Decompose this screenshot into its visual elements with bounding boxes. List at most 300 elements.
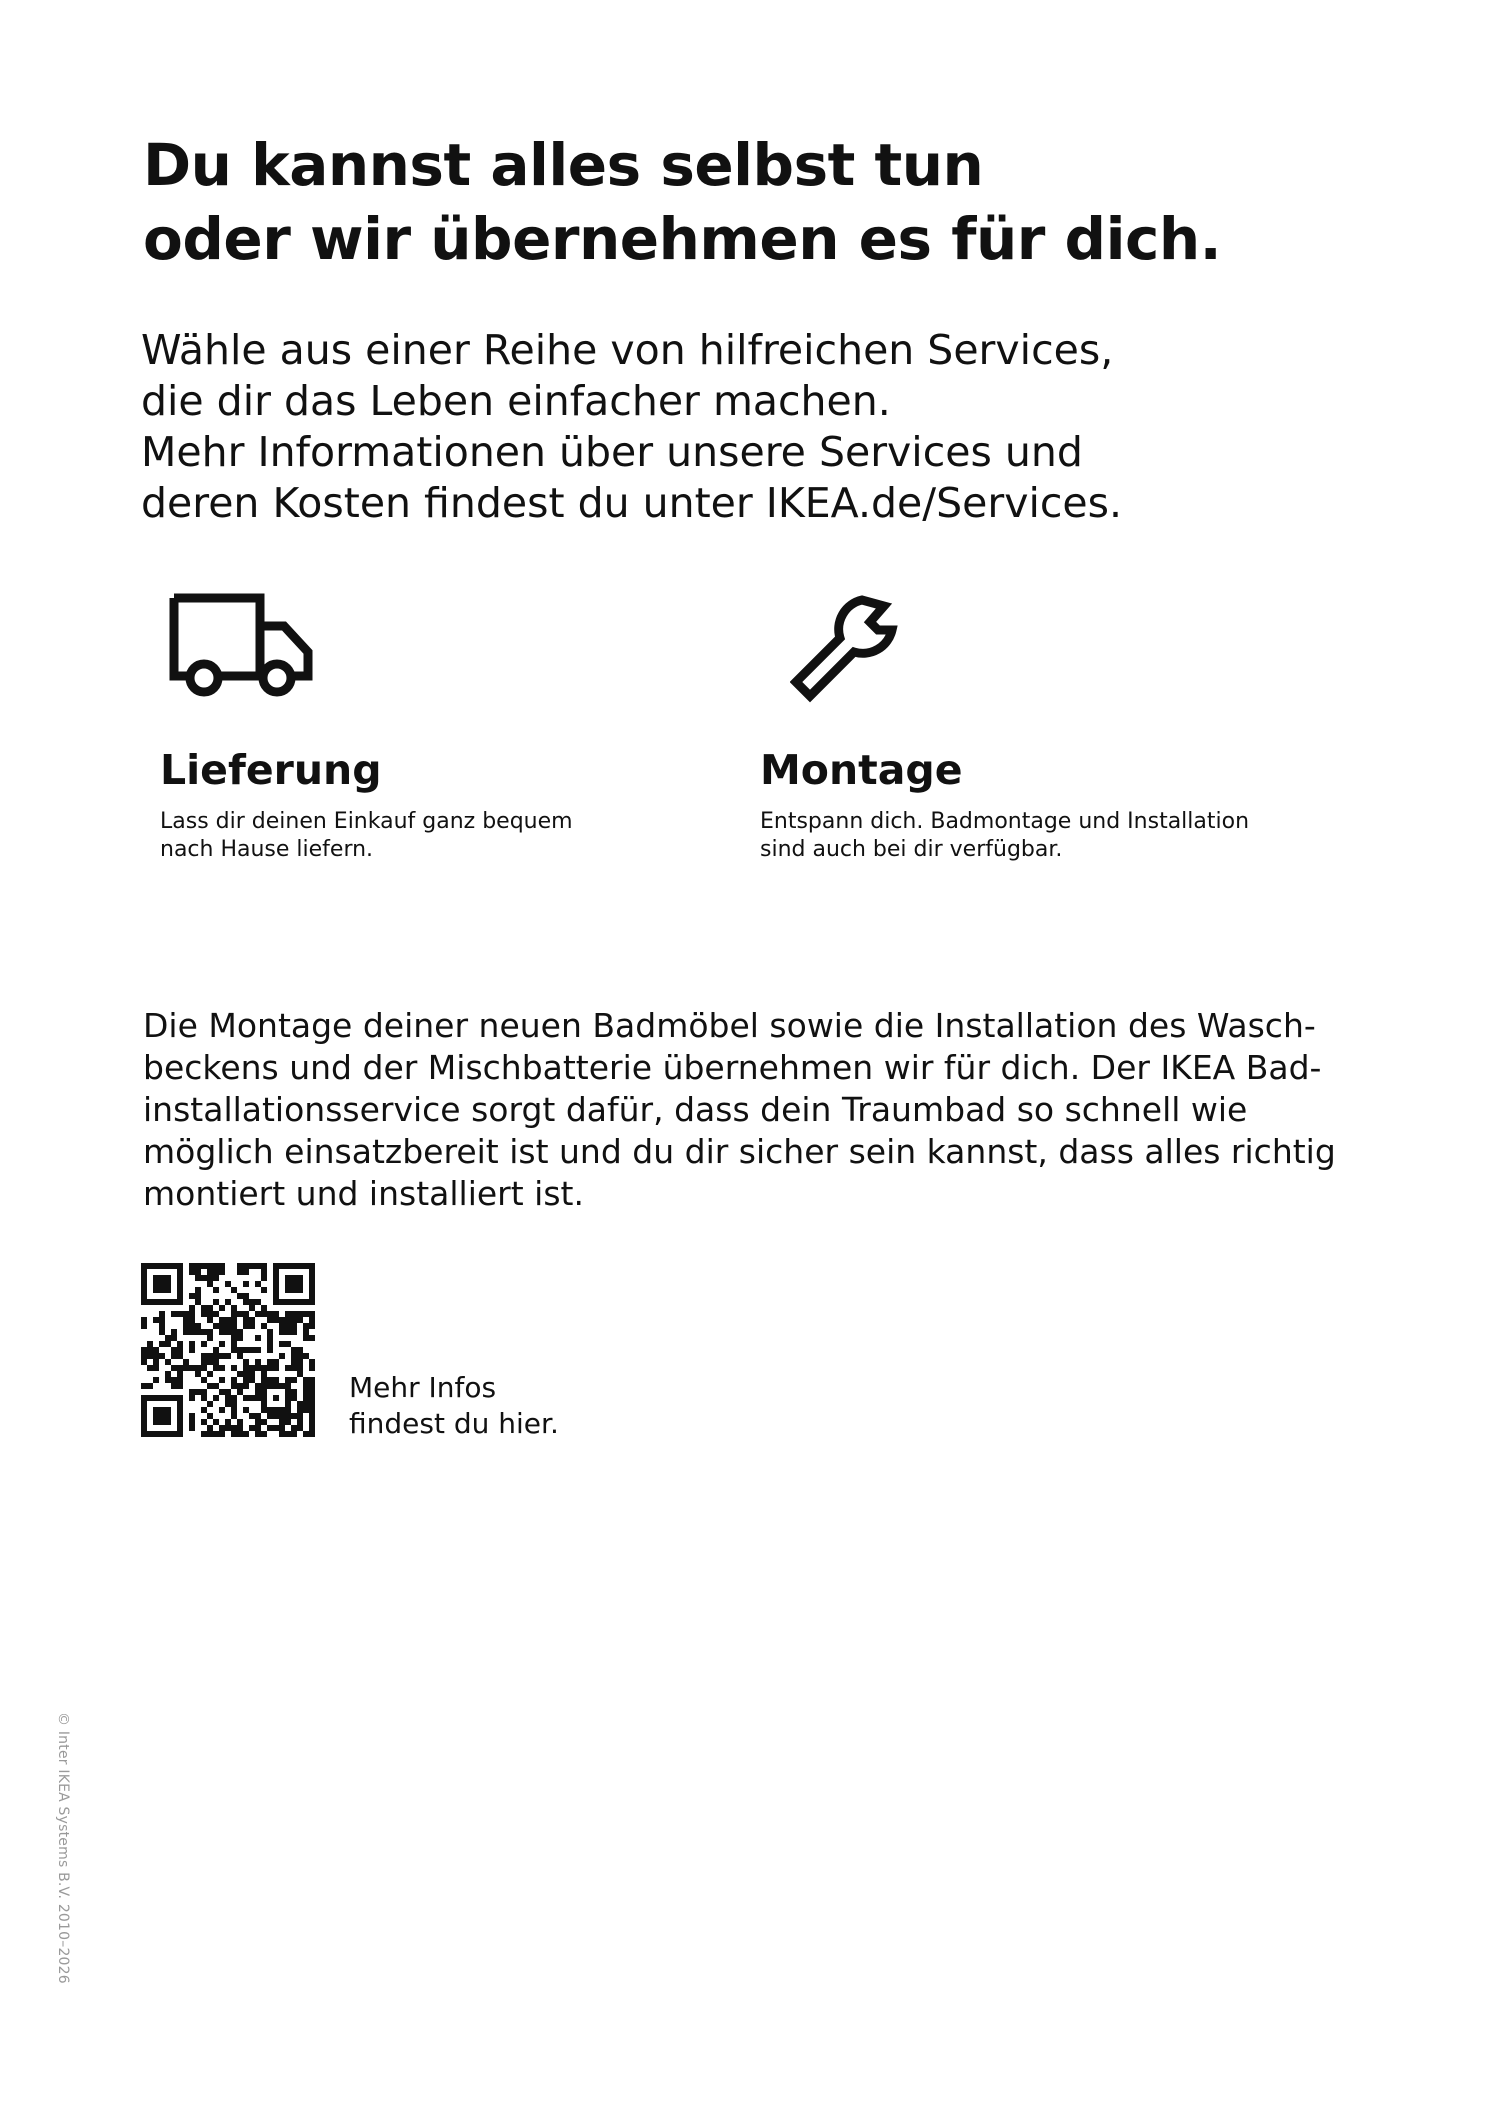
qr-module xyxy=(159,1299,165,1305)
qr-module xyxy=(189,1317,195,1323)
qr-module xyxy=(285,1275,291,1281)
qr-module xyxy=(297,1365,303,1371)
qr-module xyxy=(243,1299,249,1305)
qr-module xyxy=(141,1263,147,1269)
qr-module xyxy=(285,1281,291,1287)
qr-module xyxy=(201,1407,207,1413)
qr-module xyxy=(273,1377,279,1383)
qr-module xyxy=(141,1269,147,1275)
qr-module xyxy=(279,1431,285,1437)
qr-module xyxy=(231,1407,237,1413)
qr-module xyxy=(297,1419,303,1425)
qr-module xyxy=(273,1395,279,1401)
qr-module xyxy=(273,1269,279,1275)
qr-module xyxy=(297,1413,303,1419)
qr-module xyxy=(279,1329,285,1335)
qr-module xyxy=(177,1395,183,1401)
qr-module xyxy=(267,1347,273,1353)
qr-module xyxy=(303,1377,309,1383)
qr-module xyxy=(237,1293,243,1299)
qr-module xyxy=(279,1413,285,1419)
qr-module xyxy=(141,1383,147,1389)
qr-module xyxy=(231,1377,237,1383)
qr-module xyxy=(159,1341,165,1347)
qr-module xyxy=(213,1323,219,1329)
qr-module xyxy=(249,1425,255,1431)
qr-module xyxy=(177,1377,183,1383)
qr-module xyxy=(279,1263,285,1269)
qr-module xyxy=(147,1383,153,1389)
qr-module xyxy=(165,1419,171,1425)
qr-module xyxy=(231,1401,237,1407)
qr-module xyxy=(201,1419,207,1425)
qr-module xyxy=(195,1323,201,1329)
qr-module xyxy=(153,1299,159,1305)
qr-module xyxy=(147,1431,153,1437)
service-description-line-2: nach Hause liefern. xyxy=(160,837,374,862)
qr-module xyxy=(291,1299,297,1305)
qr-module xyxy=(159,1419,165,1425)
qr-module xyxy=(165,1281,171,1287)
qr-module xyxy=(189,1425,195,1431)
service-title: Lieferung xyxy=(160,746,382,794)
qr-module xyxy=(177,1293,183,1299)
qr-module xyxy=(309,1335,315,1341)
qr-module xyxy=(213,1395,219,1401)
qr-module xyxy=(291,1377,297,1383)
qr-module xyxy=(237,1383,243,1389)
qr-module xyxy=(309,1383,315,1389)
qr-module xyxy=(285,1311,291,1317)
qr-module xyxy=(237,1347,243,1353)
qr-module xyxy=(261,1377,267,1383)
qr-module xyxy=(309,1299,315,1305)
qr-module xyxy=(249,1305,255,1311)
qr-module xyxy=(195,1293,201,1299)
qr-module xyxy=(249,1371,255,1377)
qr-module xyxy=(279,1407,285,1413)
qr-module xyxy=(309,1275,315,1281)
qr-module xyxy=(141,1353,147,1359)
qr-module xyxy=(273,1311,279,1317)
qr-module xyxy=(177,1353,183,1359)
qr-module xyxy=(153,1317,159,1323)
headline-line-1: Du kannst alles selbst tun xyxy=(143,131,984,199)
qr-module xyxy=(273,1263,279,1269)
qr-module xyxy=(225,1389,231,1395)
qr-module xyxy=(237,1419,243,1425)
qr-module xyxy=(291,1275,297,1281)
qr-module xyxy=(213,1353,219,1359)
qr-module xyxy=(237,1335,243,1341)
qr-module xyxy=(207,1317,213,1323)
qr-module xyxy=(297,1425,303,1431)
qr-module xyxy=(141,1299,147,1305)
qr-module xyxy=(279,1383,285,1389)
qr-module xyxy=(303,1383,309,1389)
qr-module xyxy=(171,1299,177,1305)
qr-module xyxy=(219,1269,225,1275)
body-line-3: installationsservice sorgt dafür, dass dein Traumbad so schnell wie xyxy=(143,1090,1248,1129)
qr-module xyxy=(255,1299,261,1305)
qr-module xyxy=(261,1401,267,1407)
qr-module xyxy=(207,1329,213,1335)
qr-module xyxy=(261,1365,267,1371)
qr-module xyxy=(225,1353,231,1359)
qr-module xyxy=(273,1317,279,1323)
qr-module xyxy=(261,1263,267,1269)
qr-module xyxy=(213,1311,219,1317)
qr-module xyxy=(141,1419,147,1425)
service-description-line-2: sind auch bei dir verfügbar. xyxy=(760,837,1063,862)
qr-module xyxy=(303,1389,309,1395)
qr-module xyxy=(219,1353,225,1359)
qr-module xyxy=(201,1389,207,1395)
qr-module xyxy=(177,1371,183,1377)
qr-module xyxy=(189,1365,195,1371)
qr-label-line-2: findest du hier. xyxy=(349,1407,559,1440)
qr-module xyxy=(309,1401,315,1407)
qr-module xyxy=(303,1353,309,1359)
qr-module xyxy=(249,1317,255,1323)
qr-module xyxy=(255,1281,261,1287)
qr-module xyxy=(309,1377,315,1383)
qr-module xyxy=(159,1275,165,1281)
qr-module xyxy=(279,1425,285,1431)
qr-module xyxy=(291,1329,297,1335)
qr-module xyxy=(285,1389,291,1395)
qr-module xyxy=(243,1383,249,1389)
qr-module xyxy=(279,1299,285,1305)
service-description xyxy=(160,808,680,864)
qr-module xyxy=(285,1323,291,1329)
intro-line-3: Mehr Informationen über unsere Services und xyxy=(141,428,1083,476)
qr-module xyxy=(303,1335,309,1341)
qr-module xyxy=(159,1353,165,1359)
qr-module xyxy=(297,1353,303,1359)
qr-module xyxy=(291,1389,297,1395)
qr-module xyxy=(219,1365,225,1371)
qr-module xyxy=(159,1323,165,1329)
qr-module xyxy=(285,1287,291,1293)
qr-module xyxy=(285,1407,291,1413)
qr-module xyxy=(147,1365,153,1371)
qr-module xyxy=(177,1365,183,1371)
qr-module xyxy=(189,1395,195,1401)
qr-module xyxy=(195,1389,201,1395)
qr-code[interactable] xyxy=(141,1263,315,1437)
qr-module xyxy=(291,1317,297,1323)
qr-module xyxy=(219,1317,225,1323)
qr-module xyxy=(147,1263,153,1269)
qr-module xyxy=(147,1395,153,1401)
qr-module xyxy=(231,1311,237,1317)
qr-module xyxy=(261,1407,267,1413)
qr-module xyxy=(273,1407,279,1413)
qr-module xyxy=(153,1365,159,1371)
qr-module xyxy=(219,1329,225,1335)
qr-module xyxy=(153,1281,159,1287)
qr-module xyxy=(219,1407,225,1413)
qr-module xyxy=(231,1365,237,1371)
qr-module xyxy=(255,1389,261,1395)
qr-module xyxy=(153,1287,159,1293)
qr-module xyxy=(213,1383,219,1389)
intro-line-4: deren Kosten findest du unter IKEA.de/Services. xyxy=(141,479,1123,527)
qr-module xyxy=(207,1281,213,1287)
qr-module xyxy=(207,1371,213,1377)
qr-module xyxy=(165,1341,171,1347)
qr-module xyxy=(201,1359,207,1365)
qr-module xyxy=(189,1323,195,1329)
qr-module xyxy=(201,1431,207,1437)
qr-module xyxy=(261,1389,267,1395)
qr-module xyxy=(219,1323,225,1329)
qr-module xyxy=(189,1419,195,1425)
qr-module xyxy=(183,1365,189,1371)
qr-module xyxy=(153,1431,159,1437)
qr-module xyxy=(165,1287,171,1293)
qr-module xyxy=(147,1353,153,1359)
qr-module xyxy=(285,1377,291,1383)
qr-module xyxy=(303,1323,309,1329)
qr-module xyxy=(201,1329,207,1335)
qr-module xyxy=(231,1413,237,1419)
qr-module xyxy=(147,1341,153,1347)
qr-module xyxy=(231,1341,237,1347)
qr-module xyxy=(237,1329,243,1335)
qr-module xyxy=(189,1305,195,1311)
qr-module xyxy=(273,1281,279,1287)
qr-module xyxy=(171,1311,177,1317)
qr-module xyxy=(243,1293,249,1299)
qr-module xyxy=(231,1335,237,1341)
qr-module xyxy=(255,1347,261,1353)
qr-module xyxy=(243,1347,249,1353)
qr-module xyxy=(195,1365,201,1371)
body-line-1: Die Montage deiner neuen Badmöbel sowie die Installation des Wasch- xyxy=(143,1006,1316,1045)
qr-module xyxy=(243,1263,249,1269)
qr-module xyxy=(195,1299,201,1305)
qr-module xyxy=(219,1377,225,1383)
qr-module xyxy=(237,1353,243,1359)
qr-module xyxy=(249,1395,255,1401)
qr-module xyxy=(165,1395,171,1401)
qr-module xyxy=(159,1287,165,1293)
qr-module xyxy=(195,1263,201,1269)
qr-module xyxy=(177,1407,183,1413)
qr-module xyxy=(195,1269,201,1275)
qr-module xyxy=(159,1407,165,1413)
qr-module xyxy=(237,1371,243,1377)
qr-module xyxy=(243,1371,249,1377)
qr-module xyxy=(285,1413,291,1419)
qr-module xyxy=(291,1281,297,1287)
qr-module xyxy=(207,1359,213,1365)
qr-module xyxy=(267,1335,273,1341)
qr-module xyxy=(297,1347,303,1353)
qr-module xyxy=(195,1287,201,1293)
qr-module xyxy=(285,1329,291,1335)
qr-module xyxy=(261,1419,267,1425)
qr-module xyxy=(177,1299,183,1305)
qr-module xyxy=(243,1431,249,1437)
qr-module xyxy=(309,1359,315,1365)
qr-module xyxy=(141,1347,147,1353)
qr-module xyxy=(255,1311,261,1317)
qr-module xyxy=(147,1299,153,1305)
qr-module xyxy=(195,1275,201,1281)
qr-module xyxy=(261,1311,267,1317)
qr-module xyxy=(273,1365,279,1371)
qr-module xyxy=(165,1359,171,1365)
qr-module xyxy=(291,1347,297,1353)
qr-module xyxy=(231,1425,237,1431)
qr-module xyxy=(231,1329,237,1335)
qr-module xyxy=(243,1359,249,1365)
qr-module xyxy=(177,1413,183,1419)
qr-module xyxy=(165,1263,171,1269)
copyright-notice: © Inter IKEA Systems B.V. 2010–2026 xyxy=(55,1712,71,1984)
qr-module xyxy=(309,1287,315,1293)
qr-module xyxy=(219,1389,225,1395)
qr-module xyxy=(243,1311,249,1317)
qr-module xyxy=(189,1341,195,1347)
qr-module xyxy=(177,1269,183,1275)
qr-module xyxy=(267,1365,273,1371)
qr-module xyxy=(201,1305,207,1311)
qr-module xyxy=(165,1413,171,1419)
qr-module xyxy=(189,1413,195,1419)
qr-module xyxy=(309,1431,315,1437)
qr-module xyxy=(207,1305,213,1311)
qr-module xyxy=(309,1419,315,1425)
qr-module xyxy=(141,1281,147,1287)
qr-module xyxy=(291,1311,297,1317)
service-title: Montage xyxy=(760,746,963,794)
qr-module xyxy=(213,1275,219,1281)
qr-module xyxy=(261,1431,267,1437)
qr-module xyxy=(273,1359,279,1365)
qr-module xyxy=(213,1419,219,1425)
qr-module xyxy=(225,1299,231,1305)
qr-module xyxy=(153,1359,159,1365)
qr-module xyxy=(291,1431,297,1437)
qr-module xyxy=(141,1275,147,1281)
qr-module xyxy=(219,1305,225,1311)
qr-module xyxy=(303,1407,309,1413)
qr-module xyxy=(309,1317,315,1323)
qr-module xyxy=(291,1365,297,1371)
qr-module xyxy=(153,1377,159,1383)
qr-module xyxy=(267,1359,273,1365)
qr-module xyxy=(189,1269,195,1275)
qr-module xyxy=(285,1341,291,1347)
qr-module xyxy=(207,1401,213,1407)
qr-module xyxy=(297,1263,303,1269)
qr-module xyxy=(219,1341,225,1347)
qr-module xyxy=(159,1311,165,1317)
qr-module xyxy=(177,1263,183,1269)
qr-module xyxy=(237,1311,243,1317)
qr-module xyxy=(303,1395,309,1401)
qr-module xyxy=(237,1269,243,1275)
body-line-4: möglich einsatzbereit ist und du dir sicher sein kannst, dass alles richtig xyxy=(143,1132,1336,1171)
qr-module xyxy=(291,1395,297,1401)
intro-line-2: die dir das Leben einfacher machen. xyxy=(141,377,891,425)
qr-module xyxy=(153,1419,159,1425)
qr-module xyxy=(219,1431,225,1437)
qr-module xyxy=(297,1287,303,1293)
qr-module xyxy=(219,1425,225,1431)
qr-module xyxy=(159,1413,165,1419)
qr-module xyxy=(177,1431,183,1437)
qr-module xyxy=(273,1287,279,1293)
qr-module xyxy=(153,1407,159,1413)
qr-module xyxy=(213,1359,219,1365)
qr-module xyxy=(267,1377,273,1383)
qr-module xyxy=(279,1323,285,1329)
qr-module xyxy=(189,1347,195,1353)
qr-module xyxy=(285,1401,291,1407)
qr-module xyxy=(207,1413,213,1419)
qr-module xyxy=(171,1347,177,1353)
qr-module xyxy=(243,1365,249,1371)
qr-module xyxy=(177,1287,183,1293)
qr-module xyxy=(165,1407,171,1413)
qr-module xyxy=(243,1377,249,1383)
qr-module xyxy=(231,1323,237,1329)
qr-module xyxy=(291,1323,297,1329)
qr-module xyxy=(189,1389,195,1395)
qr-module xyxy=(225,1323,231,1329)
qr-module xyxy=(285,1395,291,1401)
qr-module xyxy=(189,1293,195,1299)
qr-module xyxy=(225,1317,231,1323)
body-text xyxy=(143,1005,1343,1215)
qr-module xyxy=(141,1323,147,1329)
qr-module xyxy=(279,1419,285,1425)
qr-module xyxy=(279,1317,285,1323)
qr-module xyxy=(201,1341,207,1347)
qr-module xyxy=(273,1275,279,1281)
qr-module xyxy=(249,1365,255,1371)
qr-module xyxy=(285,1263,291,1269)
qr-module xyxy=(279,1353,285,1359)
qr-module xyxy=(261,1287,267,1293)
service-description-line-1: Entspann dich. Badmontage und Installation xyxy=(760,809,1250,834)
qr-module xyxy=(141,1287,147,1293)
qr-module xyxy=(231,1317,237,1323)
qr-module xyxy=(297,1317,303,1323)
qr-module xyxy=(309,1281,315,1287)
qr-module xyxy=(255,1395,261,1401)
qr-module xyxy=(267,1311,273,1317)
qr-module xyxy=(141,1359,147,1365)
qr-module xyxy=(159,1395,165,1401)
qr-module xyxy=(219,1263,225,1269)
qr-module xyxy=(147,1347,153,1353)
qr-module xyxy=(225,1425,231,1431)
body-line-5: montiert und installiert ist. xyxy=(143,1174,584,1213)
qr-module xyxy=(231,1287,237,1293)
qr-module xyxy=(309,1395,315,1401)
qr-module xyxy=(225,1329,231,1335)
qr-module xyxy=(237,1389,243,1395)
qr-module xyxy=(279,1341,285,1347)
qr-module xyxy=(165,1431,171,1437)
qr-module xyxy=(255,1419,261,1425)
